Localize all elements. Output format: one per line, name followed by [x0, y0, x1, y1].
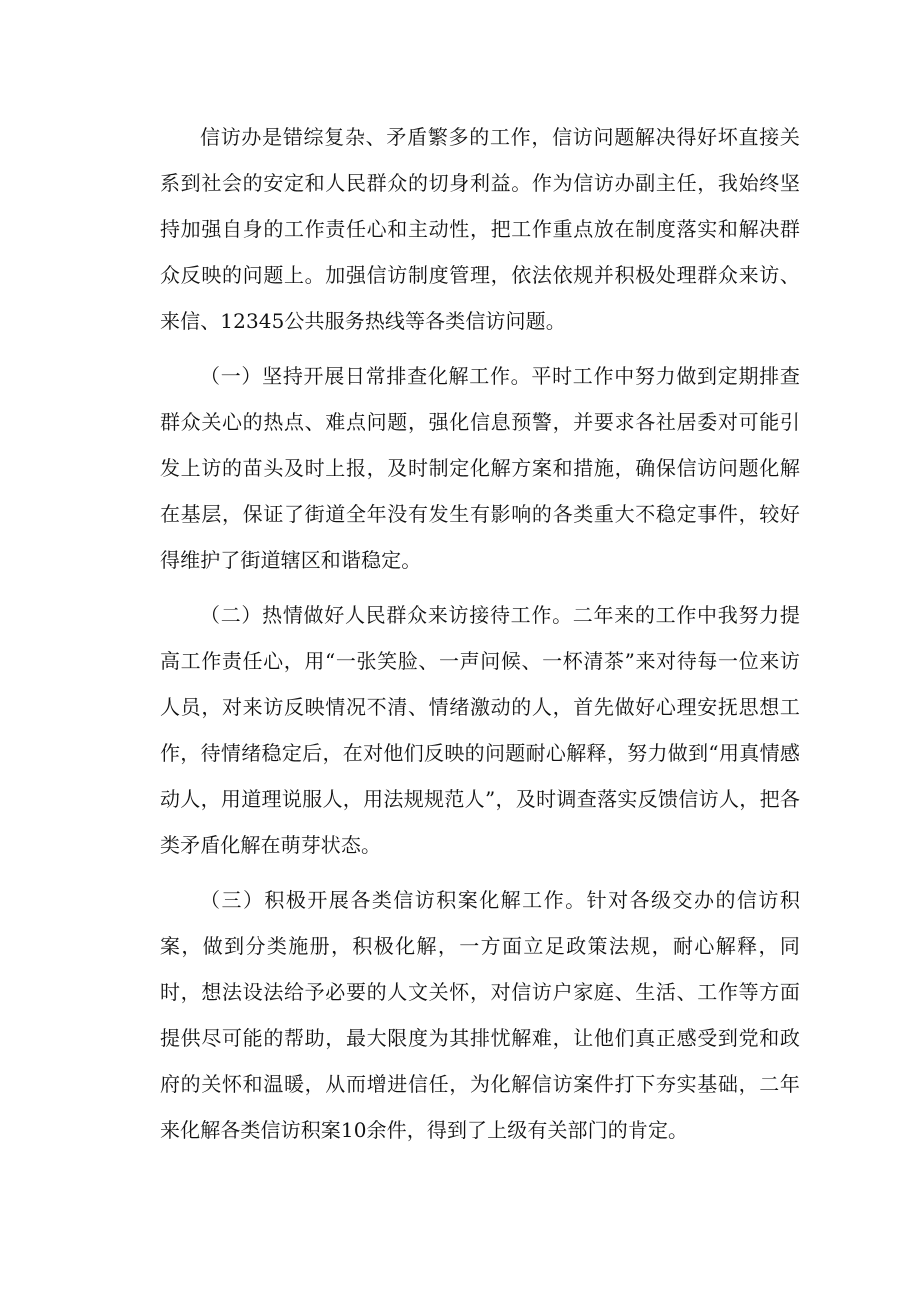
document-body	[160, 114, 800, 1162]
paragraph-section-2: （二）热情做好人民群众来访接待工作。二年来的工作中我努力提高工作责任心，用“一张笑脸、一声问候、一杯清茶”来对待每一位来访人员，对来访反映情况不清、情绪激动的人，首先做好心理安抚思想工作，待情绪稳定后，在对他们反映的问题耐心解释，努力做到“用真情感动人，用道理说服人，用法规规范人”，及时调查落实反馈信访人，把各类矛盾化解在萌芽状态。	[160, 603, 800, 857]
paragraph-section-1: （一）坚持开展日常排查化解工作。平时工作中努力做到定期排查群众关心的热点、难点问题，强化信息预警，并要求各社居委对可能引发上访的苗头及时上报，及时制定化解方案和措施，确保信访问题化解在基层，保证了街道全年没有发生有影响的各类重大不稳定事件，较好得维护了街道辖区和谐稳定。	[160, 364, 800, 572]
paragraph-intro: 信访办是错综复杂、矛盾繁多的工作，信访问题解决得好坏直接关系到社会的安定和人民群众的切身利益。作为信访办副主任，我始终坚持加强自身的工作责任心和主动性，把工作重点放在制度落实和解决群众反映的问题上。加强信访制度管理，依法依规并积极处理群众来访、来信、12345公共服务热线等各类信访问题。	[160, 125, 800, 333]
paragraph-section-3: （三）积极开展各类信访积案化解工作。针对各级交办的信访积案，做到分类施册，积极化解，一方面立足政策法规，耐心解释，同时，想法设法给予必要的人文关怀，对信访户家庭、生活、工作等方面提供尽可能的帮助，最大限度为其排忧解难，让他们真正感受到党和政府的关怀和温暖，从而增进信任，为化解信访案件打下夯实基础，二年来化解各类信访积案10余件，得到了上级有关部门的肯定。	[160, 888, 800, 1142]
